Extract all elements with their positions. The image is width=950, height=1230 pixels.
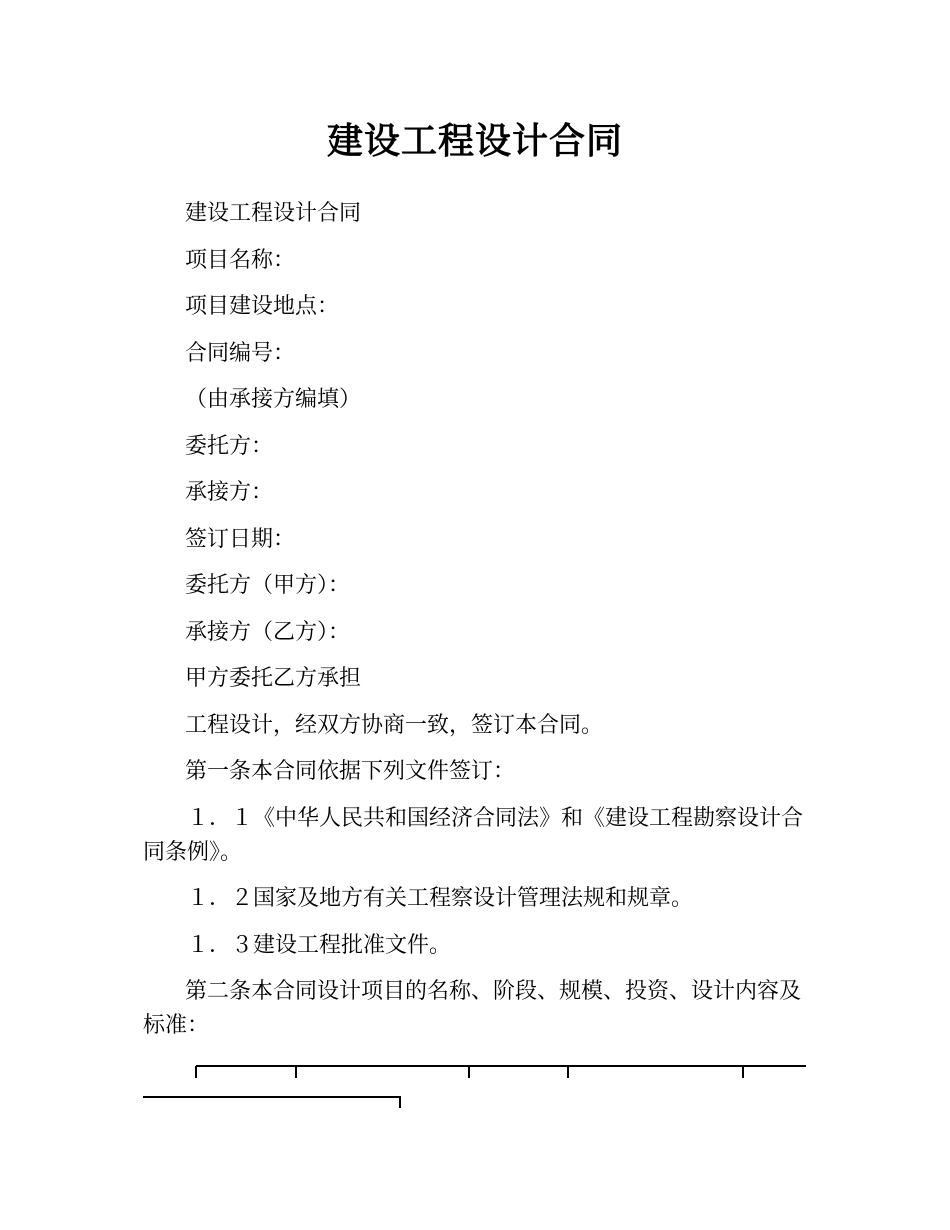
paragraph-contract-name: 建设工程设计合同 [185, 201, 362, 226]
paragraph-signing-date: 签订日期： [185, 526, 296, 552]
paragraph-contract-number: 合同编号： [185, 340, 296, 366]
paragraph-contractor: 承接方： [185, 480, 274, 505]
paragraph-item-1-2: １．２国家及地方有关工程察设计管理法规和规章。 [187, 886, 694, 911]
paragraph-party-a: 委托方（甲方）： [185, 573, 351, 598]
paragraph-number-note: （由承接方编填） [185, 387, 362, 412]
paragraph-party-b: 承接方（乙方）： [185, 619, 351, 645]
document-title: 建设工程设计合同 [326, 121, 623, 162]
paragraph-article-1: 第一条本合同依据下列文件签订： [185, 759, 516, 784]
paragraph-project-location: 项目建设地点： [185, 294, 340, 319]
paragraph-client: 委托方： [185, 433, 274, 459]
paragraph-item-1-3: １．３建设工程批准文件。 [187, 932, 452, 958]
paragraph-article-2: 第二条本合同设计项目的名称、阶段、规模、投资、设计内容及标准： [143, 979, 802, 1038]
paragraph-project-name: 项目名称： [185, 247, 296, 273]
paragraph-agreement: 工程设计，经双方协商一致，签订本合同。 [185, 712, 604, 738]
paragraph-entrust: 甲方委托乙方承担 [185, 666, 362, 691]
document-body [143, 197, 807, 1056]
paragraph-item-1-1: １．１《中华人民共和国经济合同法》和《建设工程勘察设计合同条例》。 [143, 805, 804, 865]
